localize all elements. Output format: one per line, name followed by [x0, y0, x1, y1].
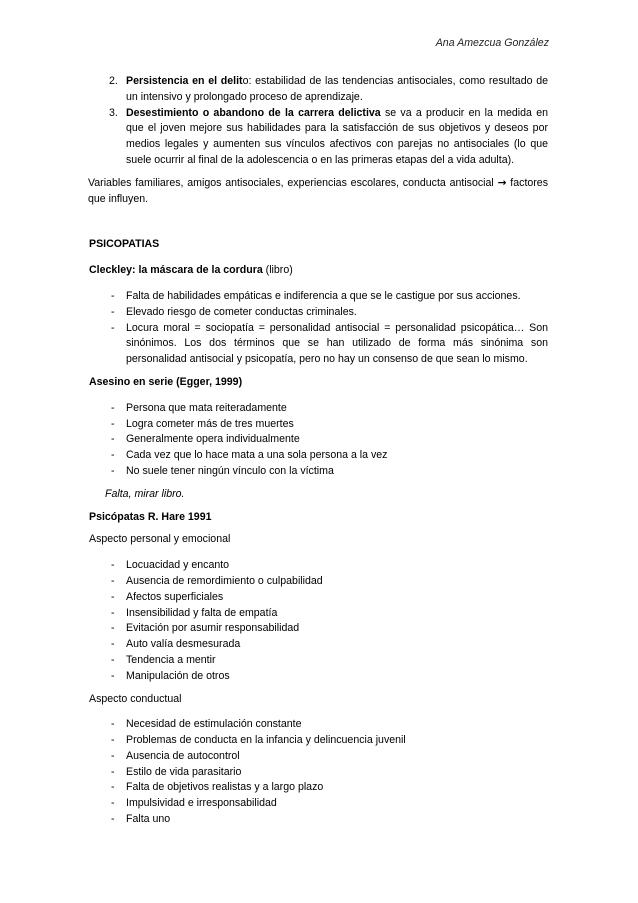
list-item — [89, 669, 548, 685]
falta-note: Falta, mirar libro. — [105, 487, 185, 500]
list-item — [89, 812, 548, 828]
dash-bullet: - — [111, 765, 115, 778]
list-item — [89, 464, 548, 480]
asesino-heading: Asesino en serie (Egger, 1999) — [89, 375, 243, 388]
list-item-text: Auto valía desmesurada — [126, 638, 241, 651]
dash-bullet: - — [111, 590, 115, 603]
dash-bullet: - — [111, 464, 115, 477]
dash-bullet: - — [111, 797, 115, 810]
list-item — [89, 749, 548, 765]
list-item-text: Ausencia de autocontrol — [126, 749, 240, 762]
dash-bullet: - — [111, 321, 115, 334]
hare-heading: Psicópatas R. Hare 1991 — [89, 510, 212, 523]
dash-bullet: - — [111, 749, 115, 762]
list-item — [89, 621, 548, 637]
cleckley-title: Cleckley: la máscara de la cordura — [89, 264, 263, 277]
numbered-item-3 — [89, 106, 548, 169]
list-item-text: Afectos superficiales — [126, 590, 224, 603]
dash-bullet: - — [111, 574, 115, 587]
list-item-text: Manipulación de otros — [126, 669, 230, 682]
list-item — [89, 780, 548, 796]
variables-text: Variables familiares, amigos antisociales, experiencias escolares, conducta antisocial — [88, 176, 498, 189]
list-item-text: Falta de habilidades empáticas e indiferencia a que se le castigue por sus acciones. — [126, 289, 521, 302]
header-author: Ana Amezcua González — [435, 37, 549, 49]
document-content — [89, 74, 548, 828]
list-item-text: Falta uno — [126, 813, 171, 826]
item-bold-term: Desestimiento o abandono de la carrera delictiva — [126, 106, 381, 119]
list-item — [89, 796, 548, 812]
list-item-text: Falta de objetivos realistas y a largo plazo — [126, 781, 324, 794]
list-item — [89, 637, 548, 653]
item-number: 3. — [109, 106, 118, 119]
dash-bullet: - — [111, 289, 115, 302]
list-item — [89, 765, 548, 781]
list-item-text: No suele tener ningún vínculo con la víctima — [126, 464, 334, 477]
cleckley-heading — [89, 263, 548, 279]
arrow-icon: → — [497, 176, 507, 189]
numbered-item-2 — [89, 74, 548, 106]
variables-paragraph — [88, 176, 548, 208]
list-item-text: Persona que mata reiteradamente — [126, 401, 287, 414]
dash-bullet: - — [111, 622, 115, 635]
list-item-text: Generalmente opera individualmente — [126, 433, 300, 446]
dash-bullet: - — [111, 669, 115, 682]
dash-bullet: - — [111, 638, 115, 651]
list-item — [89, 590, 548, 606]
list-item-text: Locura moral = sociopatía = personalidad antisocial = personalidad psicopática… Son sinónimos. Los dos términos que se han utilizado de forma más sinónima son personalidad antisocial y psicopatía, pero no hay un consenso de que sean lo mismo. — [126, 321, 548, 366]
dash-bullet: - — [111, 559, 115, 572]
item-text: o: estabilidad de las tendencias antisociales, como resultado de un intensivo y prolongado proceso de aprendizaje. — [126, 75, 548, 103]
list-item — [89, 717, 548, 733]
list-item — [89, 574, 548, 590]
list-item-text: Cada vez que lo hace mata a una sola persona a la vez — [126, 449, 388, 462]
list-item — [89, 558, 548, 574]
dash-bullet: - — [111, 653, 115, 666]
section-heading-psicopatias: PSICOPATIAS — [89, 238, 160, 251]
list-item — [89, 606, 548, 622]
cleckley-list — [89, 289, 548, 368]
item-bold-term: Persistencia en el delit — [126, 75, 243, 87]
list-item-text: Estilo de vida parasitario — [126, 765, 242, 778]
dash-bullet: - — [111, 449, 115, 462]
list-item-text: Problemas de conducta en la infancia y delincuencia juvenil — [126, 734, 406, 747]
personal-list — [89, 558, 548, 684]
list-item — [89, 432, 548, 448]
dash-bullet: - — [111, 401, 115, 414]
list-item-text: Ausencia de remordimiento o culpabilidad — [126, 574, 323, 587]
list-item — [89, 417, 548, 433]
dash-bullet: - — [111, 718, 115, 731]
list-item-text: Locuacidad y encanto — [126, 559, 230, 572]
list-item-text: Logra cometer más de tres muertes — [126, 417, 294, 430]
item-number: 2. — [109, 75, 118, 87]
list-item — [89, 448, 548, 464]
list-item — [89, 733, 548, 749]
conductual-heading: Aspecto conductual — [89, 692, 182, 705]
cleckley-note: (libro) — [262, 264, 293, 277]
list-item-text: Tendencia a mentir — [126, 653, 216, 666]
list-item — [89, 305, 548, 321]
personal-heading: Aspecto personal y emocional — [89, 533, 231, 546]
dash-bullet: - — [111, 305, 115, 318]
dash-bullet: - — [111, 433, 115, 446]
conductual-list — [89, 717, 548, 828]
dash-bullet: - — [111, 417, 115, 430]
dash-bullet: - — [111, 606, 115, 619]
variables-text-2: factores que influyen. — [88, 176, 548, 205]
list-item — [89, 401, 548, 417]
item-text: se va a producir en la medida en que el joven mejore sus habilidades para la satisfacción de sus objetivos y deseos por medios legales y aumenten sus vínculos afectivos con parejas no antisociales (lo que suele ocurrir al final de la adolescencia o en las primeras etapas del a vida adulta). — [126, 106, 548, 166]
list-item — [89, 321, 548, 368]
list-item — [89, 653, 548, 669]
list-item — [89, 289, 548, 305]
asesino-list — [89, 401, 548, 480]
dash-bullet: - — [111, 781, 115, 794]
list-item-text: Insensibilidad y falta de empatía — [126, 606, 278, 619]
dash-bullet: - — [111, 813, 115, 826]
list-item-text: Impulsividad e irresponsabilidad — [126, 797, 277, 810]
list-item-text: Necesidad de estimulación constante — [126, 718, 302, 731]
list-item-text: Evitación por asumir responsabilidad — [126, 622, 300, 635]
dash-bullet: - — [111, 734, 115, 747]
list-item-text: Elevado riesgo de cometer conductas criminales. — [126, 305, 357, 318]
